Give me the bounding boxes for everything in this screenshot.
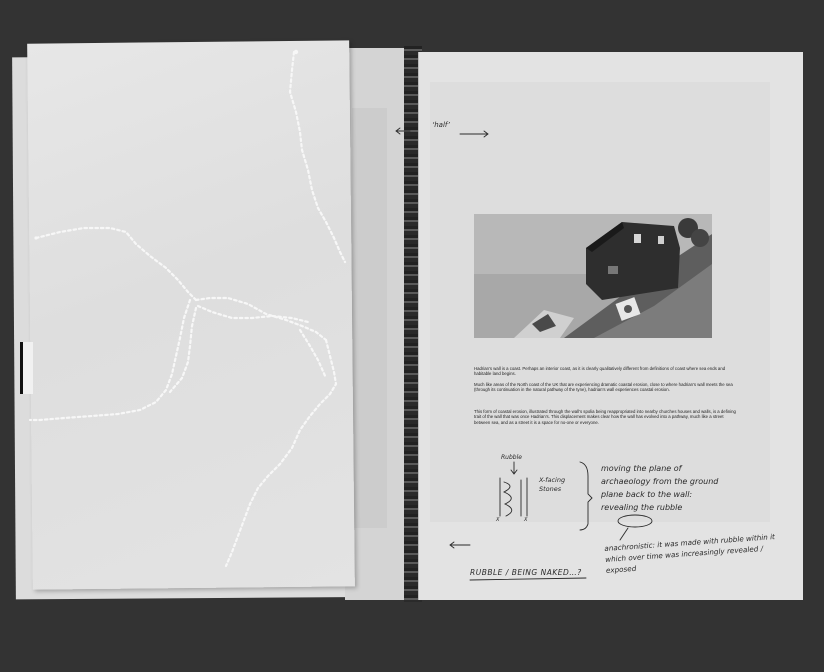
bracket [580, 462, 592, 530]
paragraph-coastal-erosion: Much like areas of the North coast of the UK that are experiencing dramatic coastal erosion, close to where hadrian’s wall meets the sea (through its continuation in the natural pathway of the tyne), hadrian’s wall experiences coastal erosion. [474, 382, 733, 393]
arrow-rubble-down [511, 462, 517, 474]
paragraph-coast: Hadrian’s wall is a coast. Perhaps an interior coast, as it is clearly qualitatively different from definitions of coast where sea ends and habitable land begins. [474, 366, 726, 377]
note-axis-x2: X [524, 517, 528, 523]
arrow-left-bottom [450, 542, 470, 548]
note-x-facing-stones: X-facing Stones [539, 476, 566, 493]
arrow-left-half [396, 128, 410, 134]
arrow-right-half [460, 131, 488, 137]
line-to-anachronistic [620, 528, 628, 540]
circle-rubble [618, 515, 652, 527]
underline-rubble-naked [470, 578, 586, 580]
note-moving-plane: moving the plane of archaeology from the ground plane back to the wall: revealing the rubble [601, 464, 719, 512]
note-rubble-label: Rubble [501, 454, 522, 461]
wall-section-sketch [500, 478, 527, 516]
note-rubble-being-naked: RUBBLE / BEING NAKED…? [470, 568, 582, 577]
note-axis-x1: X [496, 517, 500, 523]
note-half: ‘half’ [432, 121, 450, 129]
paragraph-spolia: This form of coastal erosion, illustrated through the wall’s spolia being reappropriated into nearby churches houses and walls, is a defining trait of the wall that was once Hadrian’s. This displacement makes clear how the wall has evolved into a pathway, much like a street between sea, and as a street it is a space for no-one or everyone. [474, 409, 736, 425]
note-anachronistic: anachronistic: it was made with rubble within it which over time was increasingly revealed / exposed [604, 532, 776, 575]
